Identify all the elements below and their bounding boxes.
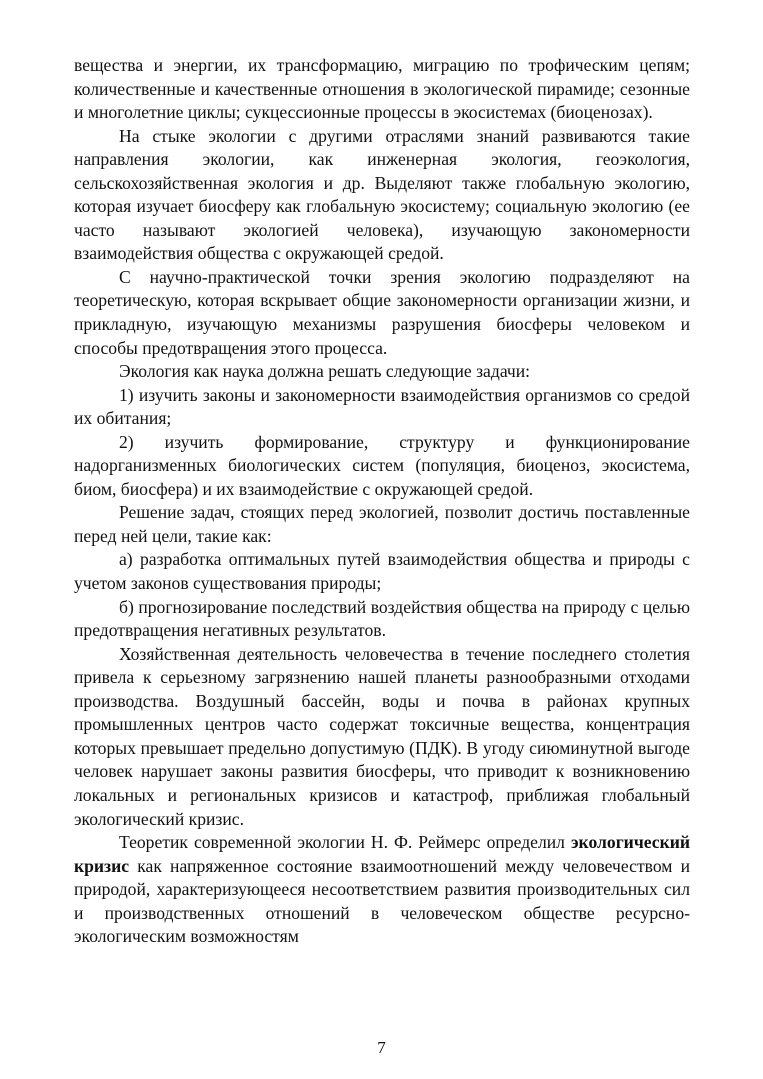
crisis-term: экологический кризис — [74, 832, 690, 876]
crisis-text-before: Теоретик современной экологии Н. Ф. Реймерс определил — [119, 832, 571, 853]
paragraph-directions: На стыке экологии с другими отраслями знаний развиваются такие направления экологии, как инженерная экология, геоэкология, сельскохозяйственная экология и др. Выделяют также глобальную экологию, которая изучает биосферу как глобальную экосистему; социальную экологию (ее часто называют экологией человека), изучающую закономерности взаимодействия общества с окружающей средой. — [74, 125, 690, 264]
paragraph-goals-intro: Решение задач, стоящих перед экологией, позволит достичь поставленные перед ней цели, такие как: — [74, 502, 690, 546]
paragraph-task-2: 2) изучить формирование, структуру и функционирование надорганизменных биологических систем (популяция, биоценоз, экосистема, биом, биосфера) и их взаимодействие с окружающей средой. — [74, 431, 690, 499]
page-number: 7 — [377, 1038, 386, 1057]
page-body — [74, 54, 690, 949]
paragraph-continuation: вещества и энергии, их трансформацию, миграцию по трофическим цепям; количественные и качественные отношения в экологической пирамиде; сезонные и многолетние циклы; сукцессионные процессы в экосистемах (биоценозах). — [74, 55, 690, 123]
paragraph-theoretical-applied: С научно-практической точки зрения экологию подразделяют на теоретическую, которая вскрывает общие закономерности организации жизни, и прикладную, изучающую механизмы разрушения биосферы человеком и способы предотвращения этого процесса. — [74, 266, 690, 358]
crisis-text-after: как напряженное состояние взаимоотношений между человечеством и природой, характеризующееся несоответствием развития производительных сил и производственных отношений в человеческом обществе ресурсно-экологическим возможностям — [74, 855, 690, 947]
paragraph-tasks-intro: Экология как наука должна решать следующие задачи: — [119, 361, 531, 382]
paragraph-task-1: 1) изучить законы и закономерности взаимодействия организмов со средой их обитания; — [74, 384, 690, 429]
paragraph-pollution: Хозяйственная деятельность человечества в течение последнего столетия привела к серьезному загрязнению нашей планеты разнообразными отходами производства. Воздушный бассейн, воды и почва в районах крупных промышленных центров часто содержат токсичные вещества, концентрация которых превышает предельно допустимую (ПДК). В угоду сиюминутной выгоде человек нарушает законы развития биосферы, что приводит к возникновению локальных и региональных кризисов и катастроф, приближая глобальный экологический кризис. — [74, 643, 690, 829]
paragraph-goal-a: а) разработка оптимальных путей взаимодействия общества и природы с учетом законов существования природы; — [74, 549, 690, 594]
paragraph-goal-b: б) прогнозирование последствий воздействия общества на природу с целью предотвращения негативных результатов. — [74, 596, 690, 641]
paragraph-crisis-definition — [74, 831, 690, 949]
